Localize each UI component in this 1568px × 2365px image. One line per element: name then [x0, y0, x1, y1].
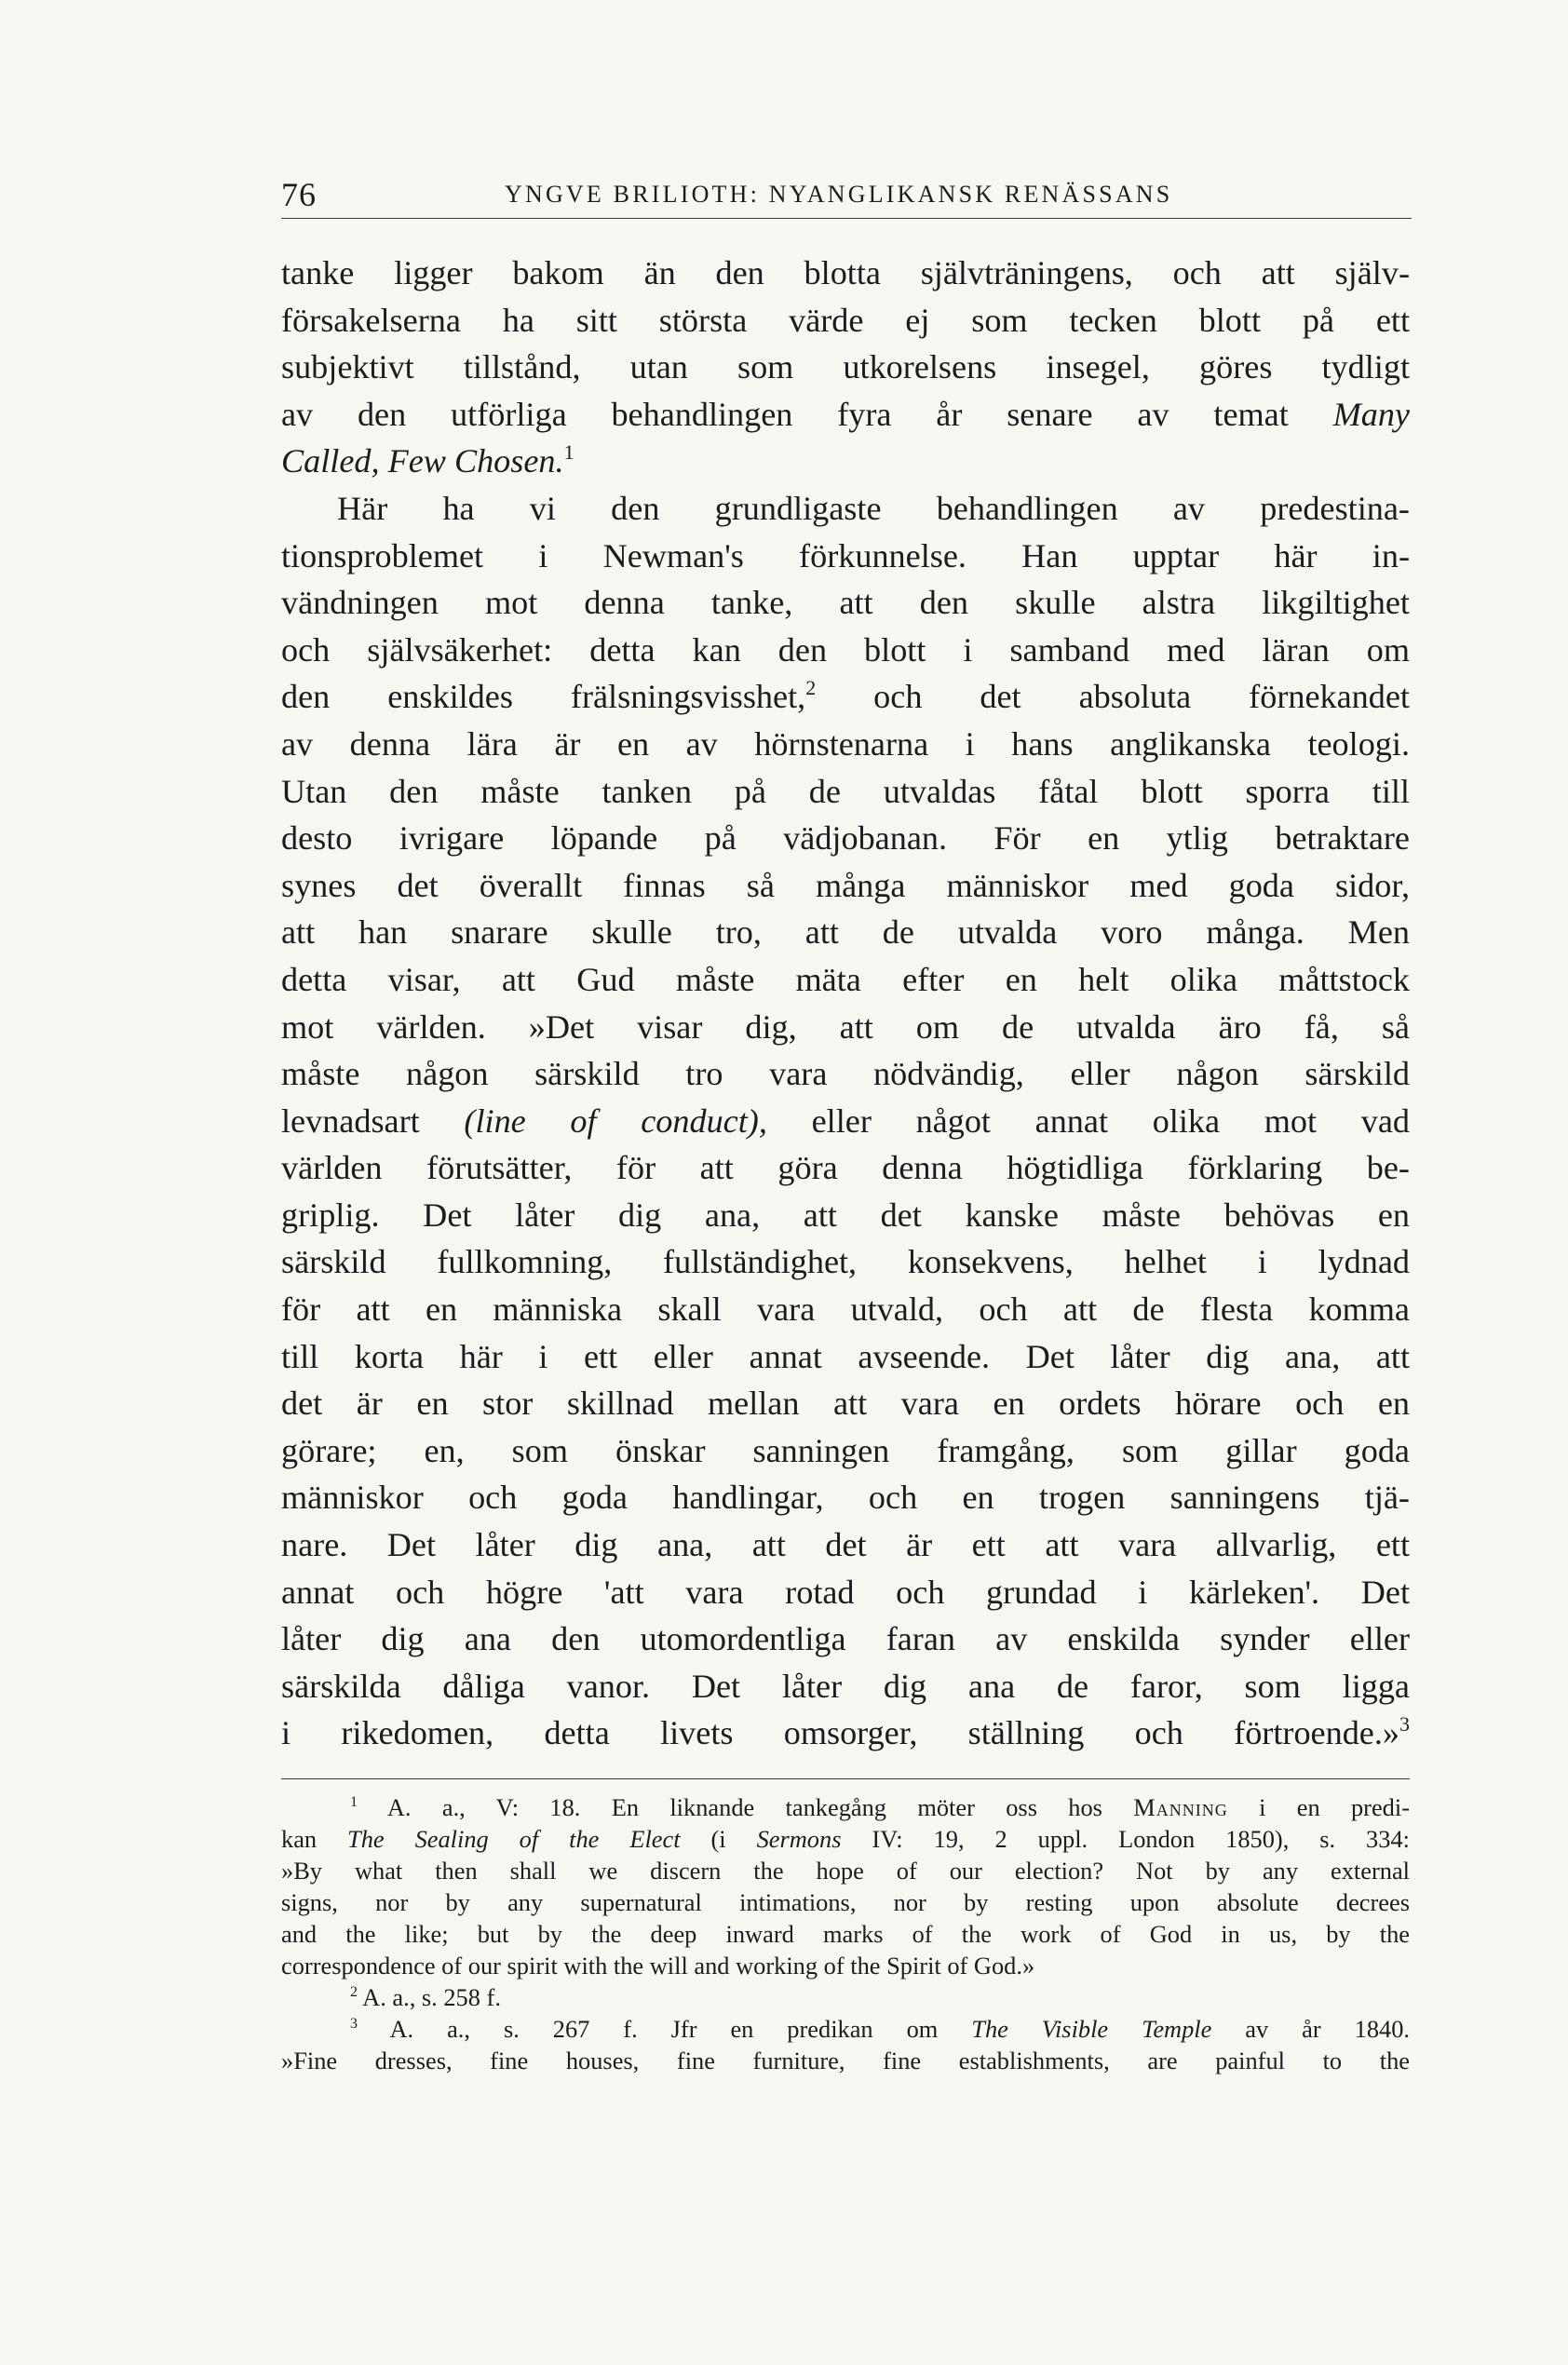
- text-span: IV: 19, 2 uppl. London 1850), s. 334:: [841, 1825, 1410, 1853]
- footnote-ref: 3: [1399, 1712, 1410, 1737]
- text-line: [281, 1098, 1410, 1145]
- text-line: [281, 485, 1410, 533]
- footnote-number: 2: [350, 1984, 358, 2000]
- footnote-line: and the like; but by the deep inward marks of the work of God in us, by the: [281, 1920, 1410, 1948]
- footnote-line: »Fine dresses, fine houses, fine furniture, fine establishments, are painful to the: [281, 2047, 1410, 2074]
- text-line: av denna lära är en av hörnstenarna i hans anglikanska teologi.: [281, 724, 1410, 763]
- italic-phrase: (line of conduct),: [464, 1101, 767, 1140]
- text-line: människor och goda handlingar, och en trogen sanningens tjä-: [281, 1479, 1410, 1517]
- text-line: tanke ligger bakom än den blotta självträningens, och att själv-: [281, 254, 1410, 291]
- text-span: A. a., V: 18. En liknande tankegång möter oss hos: [358, 1793, 1134, 1821]
- body-text: [281, 250, 1410, 1757]
- text-span: av år 1840.: [1211, 2015, 1410, 2043]
- text-span: A. a., s. 258 f.: [358, 1983, 501, 2011]
- text-span: i rikedomen, detta livets omsorger, ställning och förtroende.»: [281, 1714, 1399, 1752]
- text-span: den enskildes frälsningsvisshet,: [281, 678, 806, 716]
- footnote-number: 3: [350, 2016, 358, 2032]
- footnotes: [281, 1791, 1410, 2076]
- text-line: till korta här i ett eller annat avseende. Det låter dig ana, att: [281, 1337, 1410, 1375]
- footnote-line: [281, 1791, 1410, 1823]
- text-line: det är en stor skillnad mellan att vara en ordets hörare och en: [281, 1385, 1410, 1423]
- text-line: detta visar, att Gud måste mäta efter en helt olika måttstock: [281, 960, 1410, 998]
- text-line: subjektivt tillstånd, utan som utkorelsens insegel, göres tydligt: [281, 348, 1410, 386]
- text-line: för att en människa skall vara utvald, och att de flesta komma: [281, 1291, 1410, 1329]
- footnote-line: [281, 1981, 1410, 2013]
- text-span: levnadsart: [281, 1101, 465, 1140]
- footnote-line: correspondence of our spirit with the will and working of the Spirit of God.»: [281, 1952, 1035, 1980]
- text-line: [281, 391, 1410, 439]
- text-span: i en predi-: [1227, 1793, 1410, 1821]
- footnote-line: [281, 2013, 1410, 2045]
- author-name: Manning: [1133, 1793, 1228, 1821]
- text-line: särskilda dåliga vanor. Det låter dig ana de faror, som ligga: [281, 1667, 1410, 1705]
- text-line: låter dig ana den utomordentliga faran av enskilda synder eller: [281, 1620, 1410, 1658]
- text-line: tionsproblemet i Newman's förkunnelse. Han upptar här in-: [281, 536, 1410, 574]
- text-line: annat och högre 'att vara rotad och grundad i kärleken'. Det: [281, 1573, 1410, 1611]
- text-span: eller något annat olika mot vad: [766, 1101, 1410, 1140]
- text-span: av den utförliga behandlingen fyra år senare av temat: [281, 395, 1333, 433]
- italic-title: Sermons: [756, 1825, 842, 1853]
- text-line: att han snarare skulle tro, att de utvalda voro många. Men: [281, 913, 1410, 952]
- text-line: [281, 1710, 1410, 1757]
- footnote-ref: 2: [805, 676, 817, 700]
- text-line: försakelserna ha sitt största värde ej som tecken blott på ett: [281, 301, 1410, 339]
- text-span: A. a., s. 267 f. Jfr en predikan om: [358, 2015, 972, 2043]
- text-line: [281, 673, 1410, 721]
- text-line: Utan den måste tanken på de utvaldas fåtal blott sporra till: [281, 772, 1410, 810]
- text-line: griplig. Det låter dig ana, att det kanske måste behövas en: [281, 1196, 1410, 1234]
- text-span: (i: [680, 1825, 757, 1853]
- footnote-line: [281, 1823, 1410, 1855]
- text-line: vändningen mot denna tanke, att den skulle alstra likgiltighet: [281, 584, 1410, 622]
- text-span: kan: [281, 1825, 348, 1853]
- running-title: YNGVE BRILIOTH: NYANGLIKANSK RENÄSSANS: [505, 181, 1173, 208]
- page-header: [281, 175, 1412, 219]
- text-line: nare. Det låter dig ana, att det är ett att vara allvarlig, ett: [281, 1526, 1410, 1564]
- text-line: särskild fullkomning, fullständighet, konsekvens, helhet i lydnad: [281, 1243, 1410, 1281]
- italic-title: The Sealing of the Elect: [347, 1825, 681, 1853]
- text-span: och det absoluta förnekandet: [816, 678, 1410, 716]
- footnote-divider: [281, 1778, 1410, 1779]
- page-number: 76: [281, 176, 317, 213]
- footnote-ref: 1: [563, 440, 574, 465]
- text-line: och självsäkerhet: detta kan den blott i samband med läran om: [281, 630, 1410, 669]
- text-line: mot världen. »Det visar dig, att om de utvalda äro få, så: [281, 1007, 1410, 1046]
- italic-title: Called, Few Chosen.: [281, 442, 564, 480]
- text-line: måste någon särskild tro vara nödvändig, eller någon särskild: [281, 1055, 1410, 1093]
- footnote-line: signs, nor by any supernatural intimations, nor by resting upon absolute decrees: [281, 1888, 1410, 1916]
- footnote-line: »By what then shall we discern the hope of our election? Not by any external: [281, 1857, 1410, 1885]
- text-span: Här ha vi den grundligaste behandlingen av predestina-: [337, 489, 1410, 527]
- text-line: görare; en, som önskar sanningen framgång, som gillar goda: [281, 1431, 1410, 1469]
- italic-title: Many: [1332, 395, 1410, 433]
- text-line: desto ivrigare löpande på vädjobanan. För en ytlig betraktare: [281, 819, 1410, 858]
- footnote-number: 1: [350, 1794, 358, 1810]
- text-line: [281, 438, 1410, 485]
- italic-title: The Visible Temple: [971, 2015, 1212, 2043]
- text-line: världen förutsätter, för att göra denna högtidliga förklaring be-: [281, 1149, 1410, 1187]
- text-line: synes det överallt finnas så många människor med goda sidor,: [281, 866, 1410, 904]
